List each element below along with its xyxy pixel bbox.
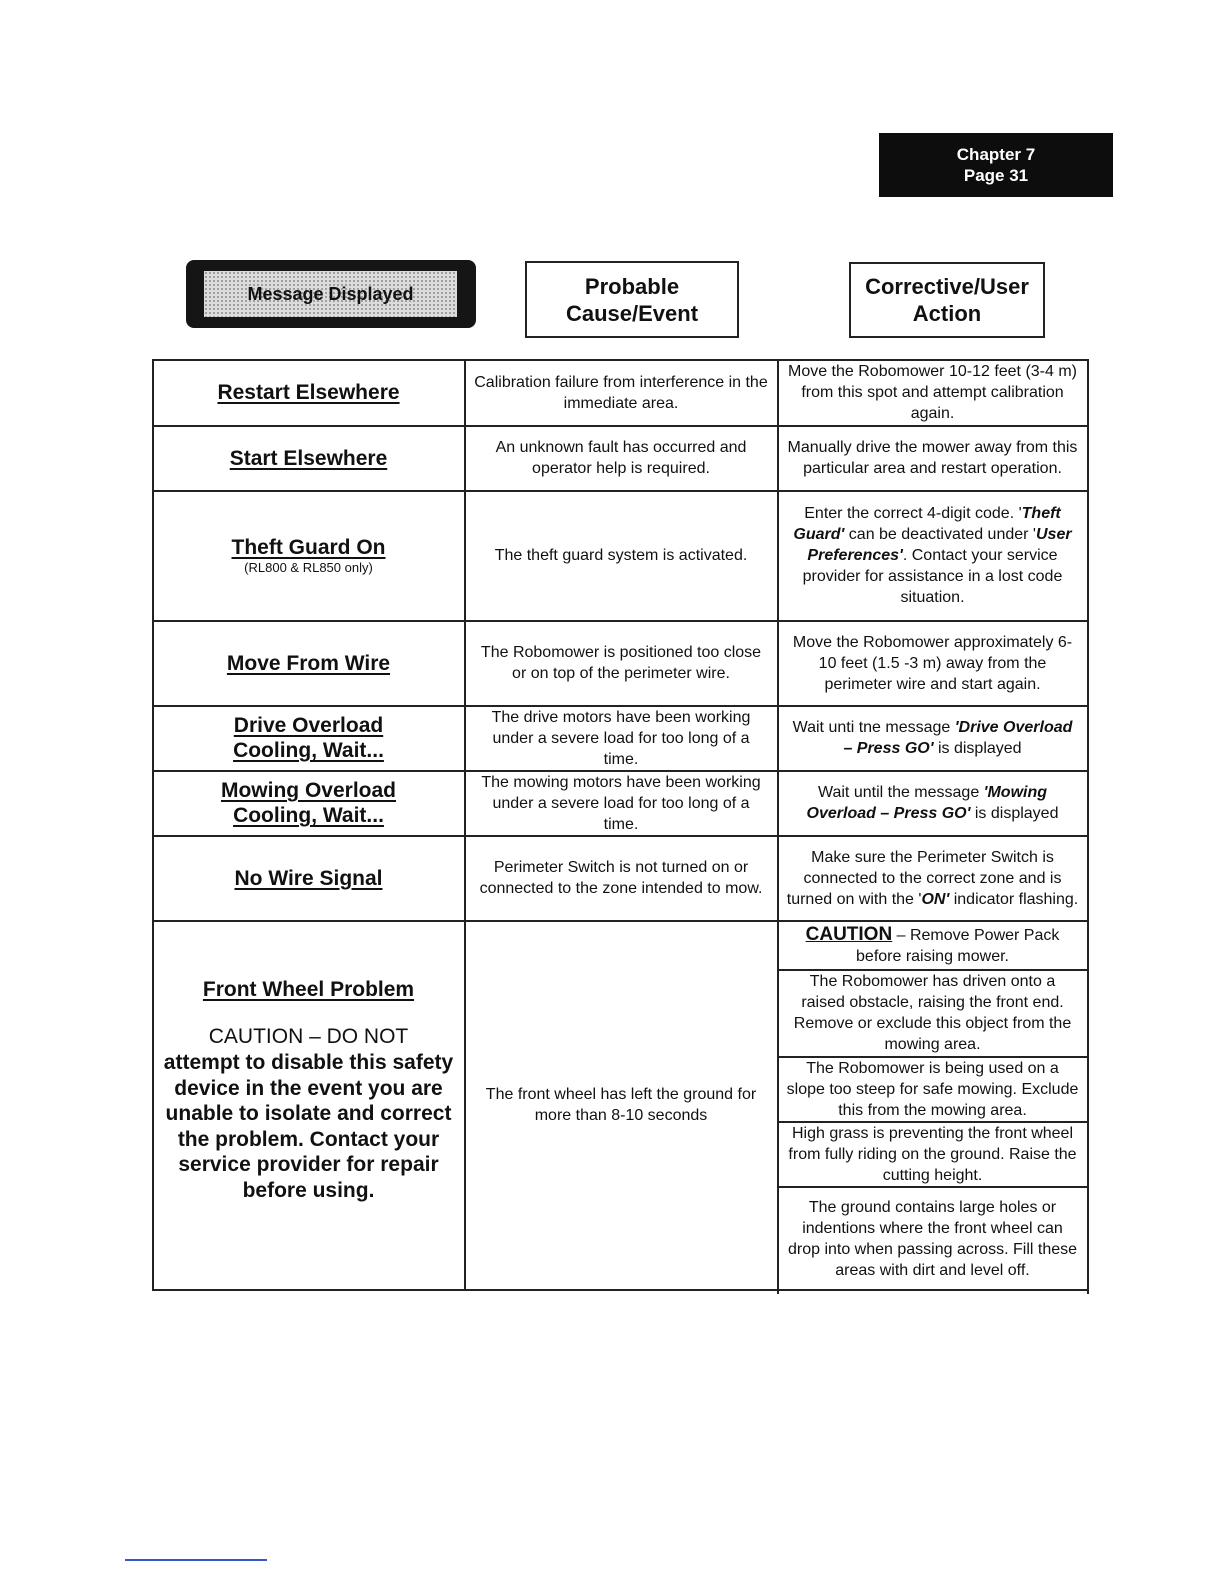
table-row-cause: Calibration failure from interference in the immediate area.: [474, 373, 768, 412]
model-note: (RL800 & RL850 only): [244, 560, 373, 575]
page-number: Page 31: [963, 166, 1029, 185]
table-row-message: No Wire Signal: [234, 866, 383, 890]
caution-text: attempt to disable this safety device in the event you are unable to isolate and correct the problem. Contact your service provider for repair before using.: [163, 1051, 454, 1202]
table-row-cause: The mowing motors have been working under a severe load for too long of a time.: [481, 773, 761, 833]
table-row-cause: The Robomower is positioned too close or on top of the perimeter wire.: [480, 644, 762, 682]
table-row-cause: Perimeter Switch is not turned on or connected to the zone intended to mow.: [479, 859, 763, 897]
header-cause-line2: Cause/Event: [565, 300, 699, 326]
footnote-divider: [125, 1559, 267, 1561]
table-row-message: Theft Guard On (RL800 & RL850 only): [231, 536, 386, 575]
table-row-message: Move From Wire: [226, 651, 391, 675]
caution-label: CAUTION: [805, 923, 893, 945]
table-row-cause: The theft guard system is activated.: [494, 547, 748, 564]
header-action-line1: Corrective/User: [865, 274, 1029, 299]
table-row-cause: The front wheel has left the ground for more than 8-10 seconds: [485, 1086, 757, 1124]
table-row-message: Front Wheel Problem CAUTION – DO NOT attempt to disable this safety device in the event you are unable to isolate and correct the problem. Contact your service provider for repair before using.: [153, 921, 464, 1289]
table-row-action: Move the Robomower 10-12 feet (3-4 m) from this spot and attempt calibration again.: [787, 363, 1077, 422]
table-row-message: Mowing Overload Cooling, Wait...: [220, 779, 396, 827]
table-row-action: High grass is preventing the front wheel from fully riding on the ground. Raise the cutting height.: [788, 1124, 1077, 1184]
table-row-action: Wait unti tne message 'Drive Overload – Press GO' is displayed: [792, 719, 1073, 757]
table-row-message: Start Elsewhere: [229, 446, 388, 470]
table-row-cause: An unknown fault has occurred and operator help is required.: [495, 439, 747, 477]
table-row-action: The Robomower is being used on a slope too steep for safe mowing. Exclude this from the mowing area.: [786, 1059, 1079, 1119]
header-message-label: Message Displayed: [247, 283, 414, 304]
table-row-message: Drive Overload Cooling, Wait...: [233, 714, 384, 762]
table-row-action: Enter the correct 4-digit code. 'Theft Guard' can be deactivated under 'User Preferences'. Contact your service provider for assistance in a lost code situation.: [793, 505, 1072, 606]
table-row-action: CAUTION – Remove Power Pack before raising mower.: [805, 923, 1060, 965]
chapter-number: Chapter 7: [956, 145, 1036, 164]
table-row-action: The ground contains large holes or indentions where the front wheel can drop into when passing across. Fill these areas with dirt and level off.: [787, 1198, 1078, 1279]
table-row-action: Wait until the message 'Mowing Overload – Press GO' is displayed: [806, 784, 1059, 822]
table-row-action: Manually drive the mower away from this particular area and restart operation.: [787, 439, 1078, 477]
header-action-line2: Action: [912, 301, 982, 326]
table-row-cause: The drive motors have been working under a severe load for too long of a time.: [491, 708, 751, 768]
header-cause-line1: Probable: [584, 273, 680, 299]
table-row-message: Restart Elsewhere: [217, 381, 400, 404]
table-row-action: Make sure the Perimeter Switch is connected to the correct zone and is turned on with the 'ON' indicator flashing.: [786, 848, 1079, 908]
caution-heading: CAUTION – DO NOT: [208, 1025, 409, 1048]
table-row-action: The Robomower has driven onto a raised obstacle, raising the front end. Remove or exclude this object from the mowing area.: [793, 973, 1072, 1053]
table-row-action: Move the Robomower approximately 6-10 feet (1.5 -3 m) away from the perimeter wire and start again.: [792, 633, 1073, 693]
